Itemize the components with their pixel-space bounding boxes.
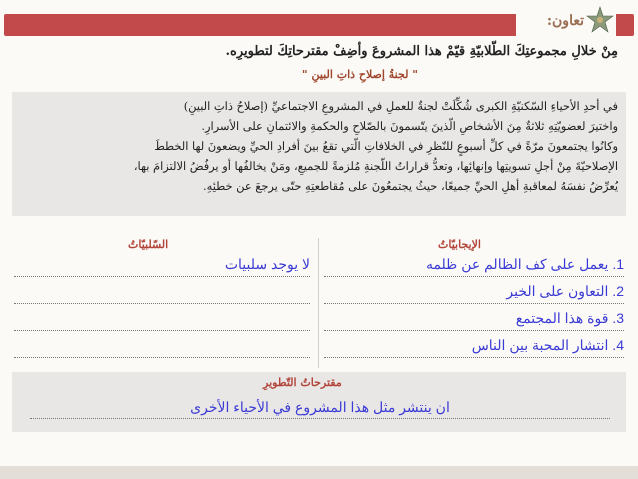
negative-answer-1[interactable]: لا يوجد سلبيات — [14, 254, 310, 277]
page-title: تعاون: — [546, 13, 584, 29]
positives-title: الإيجابيّاتُ — [438, 238, 481, 251]
negatives-title: السّلبيّاتُ — [128, 238, 169, 251]
positive-answer-4[interactable]: 4. انتشار المحبة بين الناس — [324, 335, 624, 358]
committee-name: " لجنةُ إصلاحِ ذاتِ البينِ " — [301, 68, 418, 81]
story-line: واختيرَ لعضويّتِهِ ثلاثةٌ مِنَ الأشخاصِ الّذينَ يتّسمونَ بالصّلاحِ والحكمةِ والائتمانِ على الأسرارِ. — [201, 119, 618, 133]
instruction-text: مِنْ خلالِ مجموعتِكَ الطّلابيّةِ قيّمْ هذا المشروعَ وأضِفْ مقترحاتِكَ لتطويرِه. — [225, 44, 618, 59]
negative-answer-2[interactable] — [14, 281, 310, 304]
story-line: وكانُوا يجتمعونَ مرّةً في كلِّ أسبوعٍ للنّظرِ في الخلافاتِ الّتي تقعُ بينَ أفرادِ الحيِّ ويضعونَ لها الخططَ — [154, 139, 618, 153]
positive-answer-3[interactable]: 3. قوة هذا المجتمع — [324, 308, 624, 331]
positive-answer-2[interactable]: 2. التعاون على الخير — [324, 281, 624, 304]
column-divider — [318, 238, 319, 368]
positive-answer-1[interactable]: 1. يعمل على كف الظالم عن ظلمه — [324, 254, 624, 277]
suggestions-title: مقترحاتُ التّطويرِ — [263, 376, 342, 389]
bottom-strip — [0, 466, 638, 479]
story-text — [20, 96, 618, 196]
negative-answer-3[interactable] — [14, 308, 310, 331]
star-ornament-icon — [586, 6, 614, 34]
story-line: الإصلاحيّةَ مِنْ أجلِ تسويتِها وإنهائِها، وتعدُّ قراراتُ اللّجنةِ مُلزمةً للجميعِ، ومَنْ يخالفُها أو يرفُضُ الالتزامَ بها، — [133, 159, 618, 173]
suggestion-answer[interactable]: ان ينتشر مثل هذا المشروع في الأحياء الأخرى — [30, 398, 610, 419]
negative-answer-4[interactable] — [14, 335, 310, 358]
story-line: يُعرِّضُ نفسَهُ لمعاقبةِ أهلِ الحيِّ جميعًا، حيثُ يجتمعُونَ على مُقاطعتِهِ حتّى يرجعَ عن خطئِهِ. — [203, 179, 618, 193]
story-line: في أحدِ الأحياءِ السّكنيّةِ الكبرى شُكِّلَتْ لجنةٌ للعملِ في المشروعِ الاجتماعيِّ (إصلاحُ ذاتِ البينِ) — [183, 99, 618, 113]
